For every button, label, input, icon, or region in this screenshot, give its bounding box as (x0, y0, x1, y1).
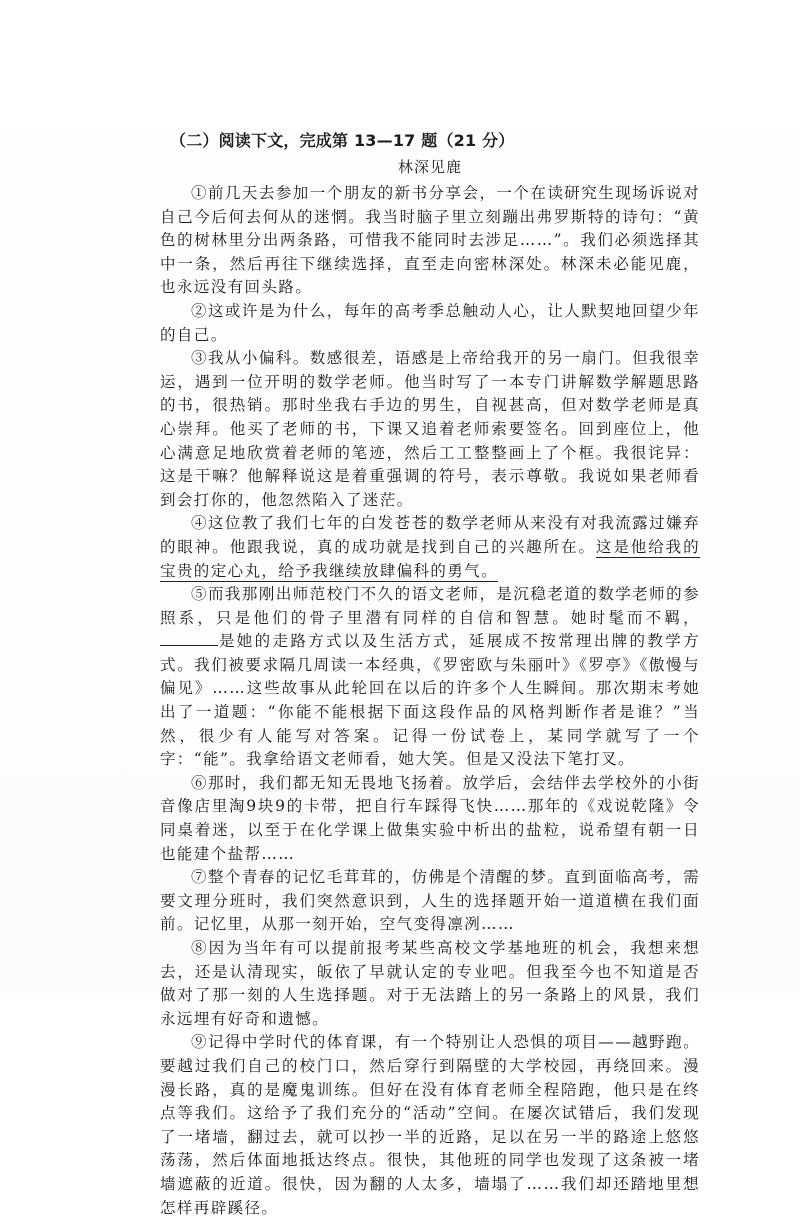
paragraph-1: ①前几天去参加一个朋友的新书分享会，一个在读研究生现场诉说对自己今后何去何从的迷惘。我当时脑子里立刻蹦出弗罗斯特的诗句：“黄色的树林里分出两条路，可惜我不能同时去涉足……”。我们必须选择其中一条，然后再往下继续选择，直至走向密林深处。林深未必能见鹿，也永远没有回头路。 (160, 184, 700, 297)
paragraph-3: ③我从小偏科。数感很差，语感是上帝给我开的另一扇门。但我很幸运，遇到一位开明的数学老师。他当时写了一本专门讲解数学解题思路的书，很热销。那时坐我右手边的男生，自视甚高，但对数学老师是真心崇拜。他买了老师的书，下课又追着老师索要签名。回到座位上，他心满意足地欣赏着老师的笔迹，然后工工整整画上了个框。我很诧异：这是干嘛？他解释说这是着重强调的符号，表示尊敬。我说如果老师看到会打你的，他忽然陷入了迷茫。 (160, 349, 700, 509)
paragraph-4 (160, 512, 700, 583)
paragraph-7: ⑦整个青春的记忆毛茸茸的，仿佛是个清醒的梦。直到面临高考，需要文理分班时，我们突然意识到，人生的选择题开始一道道横在我们面前。记忆里，从那一刻开始，空气变得凛冽…… (160, 868, 700, 934)
section-heading: （二）阅读下文，完成第 13—17 题（21 分） (170, 131, 515, 150)
paragraph-4-text: ④这位教了我们七年的白发苍苍的数学老师从来没有对我流露过嫌弃的眼神。他跟我说，真的成功就是找到自己的兴趣所在。 (160, 514, 700, 556)
paragraph-6: ⑥那时，我们都无知无畏地飞扬着。放学后，会结伴去学校外的小街音像店里淘9块9的卡带，把自行车踩得飞快……那年的《戏说乾隆》令同桌着迷，以至于在化学课上做集实验中析出的盐粒，说希望有朝一日也能建个盐帮…… (160, 773, 700, 863)
paragraph-5-text-b: 是她的走路方式以及生活方式，延展成不按常理出牌的教学方式。我们被要求隔几周读一本经典，《罗密欧与朱丽叶》《罗亭》《傲慢与偏见》……这些故事从此轮回在以后的许多个人生瞬间。那次期末考她出了一道题：“你能不能根据下面这段作品的风格判断作者是谁？”当然，很少有人能写对答案。记得一份试卷上，某同学就写了一个字：“能”。我拿给语文老师看，她大笑。但是又没法下笔打叉。 (160, 632, 700, 769)
article-title: 林深见鹿 (397, 158, 462, 176)
paragraph-8: ⑧因为当年有可以提前报考某些高校文学基地班的机会，我想来想去，还是认清现实，皈依了早就认定的专业吧。但我至今也不知道是否做对了那一刻的人生选择题。对于无法踏上的另一条路上的风景，我们永远埋有好奇和遗憾。 (160, 939, 700, 1028)
paragraph-9: ⑨记得中学时代的体育课，有一个特别让人恐惧的项目——越野跑。要越过我们自己的校门口，然后穿行到隔壁的大学校园，再绕回来。漫漫长路，真的是魔鬼训练。但好在没有体育老师全程陪跑，他只是在终点等我们。这给予了我们充分的“活动”空间。在屡次试错后，我们发现了一堵墙，翻过去，就可以抄一半的近路，足以在另一半的路途上悠悠荡荡，然后体面地抵达终点。很快，其他班的同学也发现了这条被一堵墙遮蔽的近道。很快，因为翻的人太多，墙塌了……我们却还踏地里想怎样再辟蹊径。 (160, 1033, 700, 1217)
paragraph-2: ②这或许是为什么，每年的高考季总触动人心，让人默契地回望少年的自己。 (160, 301, 700, 344)
paragraph-5 (160, 583, 700, 772)
exam-sheet (160, 128, 700, 1220)
fill-in-blank (160, 631, 218, 646)
paragraph-5-text-a: ⑤而我那刚出师范校门不久的语文老师，是沉稳老道的数学老师的参照系，只是他们的骨子里潜有同样的自信和智慧。她时髦而不羁， (160, 585, 700, 627)
underlined-sentence: 这是他给我的宝贵的定心丸，给予我继续放肆偏科的勇气。 (160, 537, 700, 580)
